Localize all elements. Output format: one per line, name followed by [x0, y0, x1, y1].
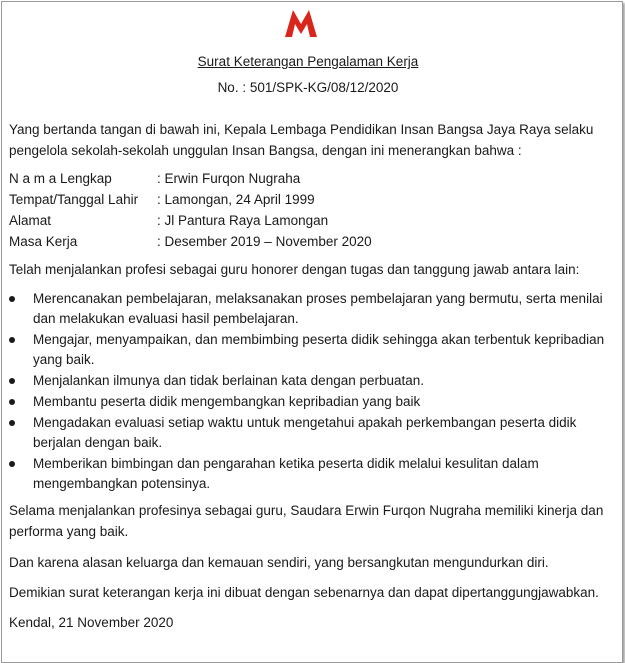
intro-paragraph: Yang bertanda tangan di bawah ini, Kepala Lembaga Pendidikan Insan Bangsa Jaya Raya selaku pengelola sekolah-sekolah unggulan Insan Bangsa, dengan ini menerangkan bahwa :	[9, 122, 594, 158]
duty-text: Membantu peserta didik mengembangkan kepribadian yang baik	[33, 394, 421, 409]
place-date: Kendal, 21 November 2020	[9, 615, 174, 630]
list-item	[9, 289, 619, 329]
identity-value: : Erwin Furqon Nugraha	[157, 171, 301, 186]
identity-value: : Lamongan, 24 April 1999	[157, 192, 315, 207]
list-item	[9, 330, 619, 370]
document-page	[1, 1, 623, 663]
duty-text: Menjalankan ilmunya dan tidak berlainan kata dengan perbuatan.	[33, 373, 425, 388]
bullet-icon	[9, 378, 15, 384]
list-item	[9, 454, 619, 494]
performance-paragraph: Selama menjalankan profesinya sebagai guru, Saudara Erwin Furqon Nugraha memiliki kinerja dan performa yang baik.	[9, 503, 604, 539]
list-item	[9, 392, 619, 412]
identity-value: : Desember 2019 – November 2020	[157, 234, 372, 249]
bullet-icon	[9, 420, 15, 426]
bullet-icon	[9, 399, 15, 405]
m-logo-icon	[283, 8, 319, 38]
letter-number: No. : 501/SPK-KG/08/12/2020	[217, 80, 399, 95]
list-item	[9, 371, 619, 391]
duty-text: Merencanakan pembelajaran, melaksanakan proses pembelajaran yang bermutu, serta menilai dan melakukan evaluasi hasil pembelajaran.	[33, 291, 603, 326]
duty-text: Mengadakan evaluasi setiap waktu untuk mengetahui apakah perkembangan peserta didik berjalan dengan baik.	[33, 415, 577, 450]
duties-intro: Telah menjalankan profesi sebagai guru honorer dengan tugas dan tanggung jawab antara lain:	[9, 262, 580, 277]
identity-label: Masa Kerja	[9, 234, 78, 249]
identity-label: Alamat	[9, 213, 52, 228]
bullet-icon	[9, 296, 15, 302]
closing-paragraph: Demikian surat keterangan kerja ini dibuat dengan sebenarnya dan dapat dipertanggungjawabkan.	[9, 585, 599, 600]
identity-label: N a m a Lengkap	[9, 171, 112, 186]
identity-value: : Jl Pantura Raya Lamongan	[157, 213, 329, 228]
list-item	[9, 413, 619, 453]
identity-label: Tempat/Tanggal Lahir	[9, 192, 139, 207]
duty-text: Mengajar, menyampaikan, dan membimbing peserta didik sehingga akan terbentuk kepribadian yang baik.	[33, 332, 605, 367]
letter-title: Surat Keterangan Pengalaman Kerja	[197, 54, 419, 69]
bullet-icon	[9, 337, 15, 343]
duties-list	[9, 289, 619, 495]
resignation-paragraph: Dan karena alasan keluarga dan kemauan sendiri, yang bersangkutan mengundurkan diri.	[9, 555, 549, 570]
duty-text: Memberikan bimbingan dan pengarahan ketika peserta didik melalui kesulitan dalam mengembangkan potensinya.	[33, 456, 539, 491]
bullet-icon	[9, 461, 15, 467]
